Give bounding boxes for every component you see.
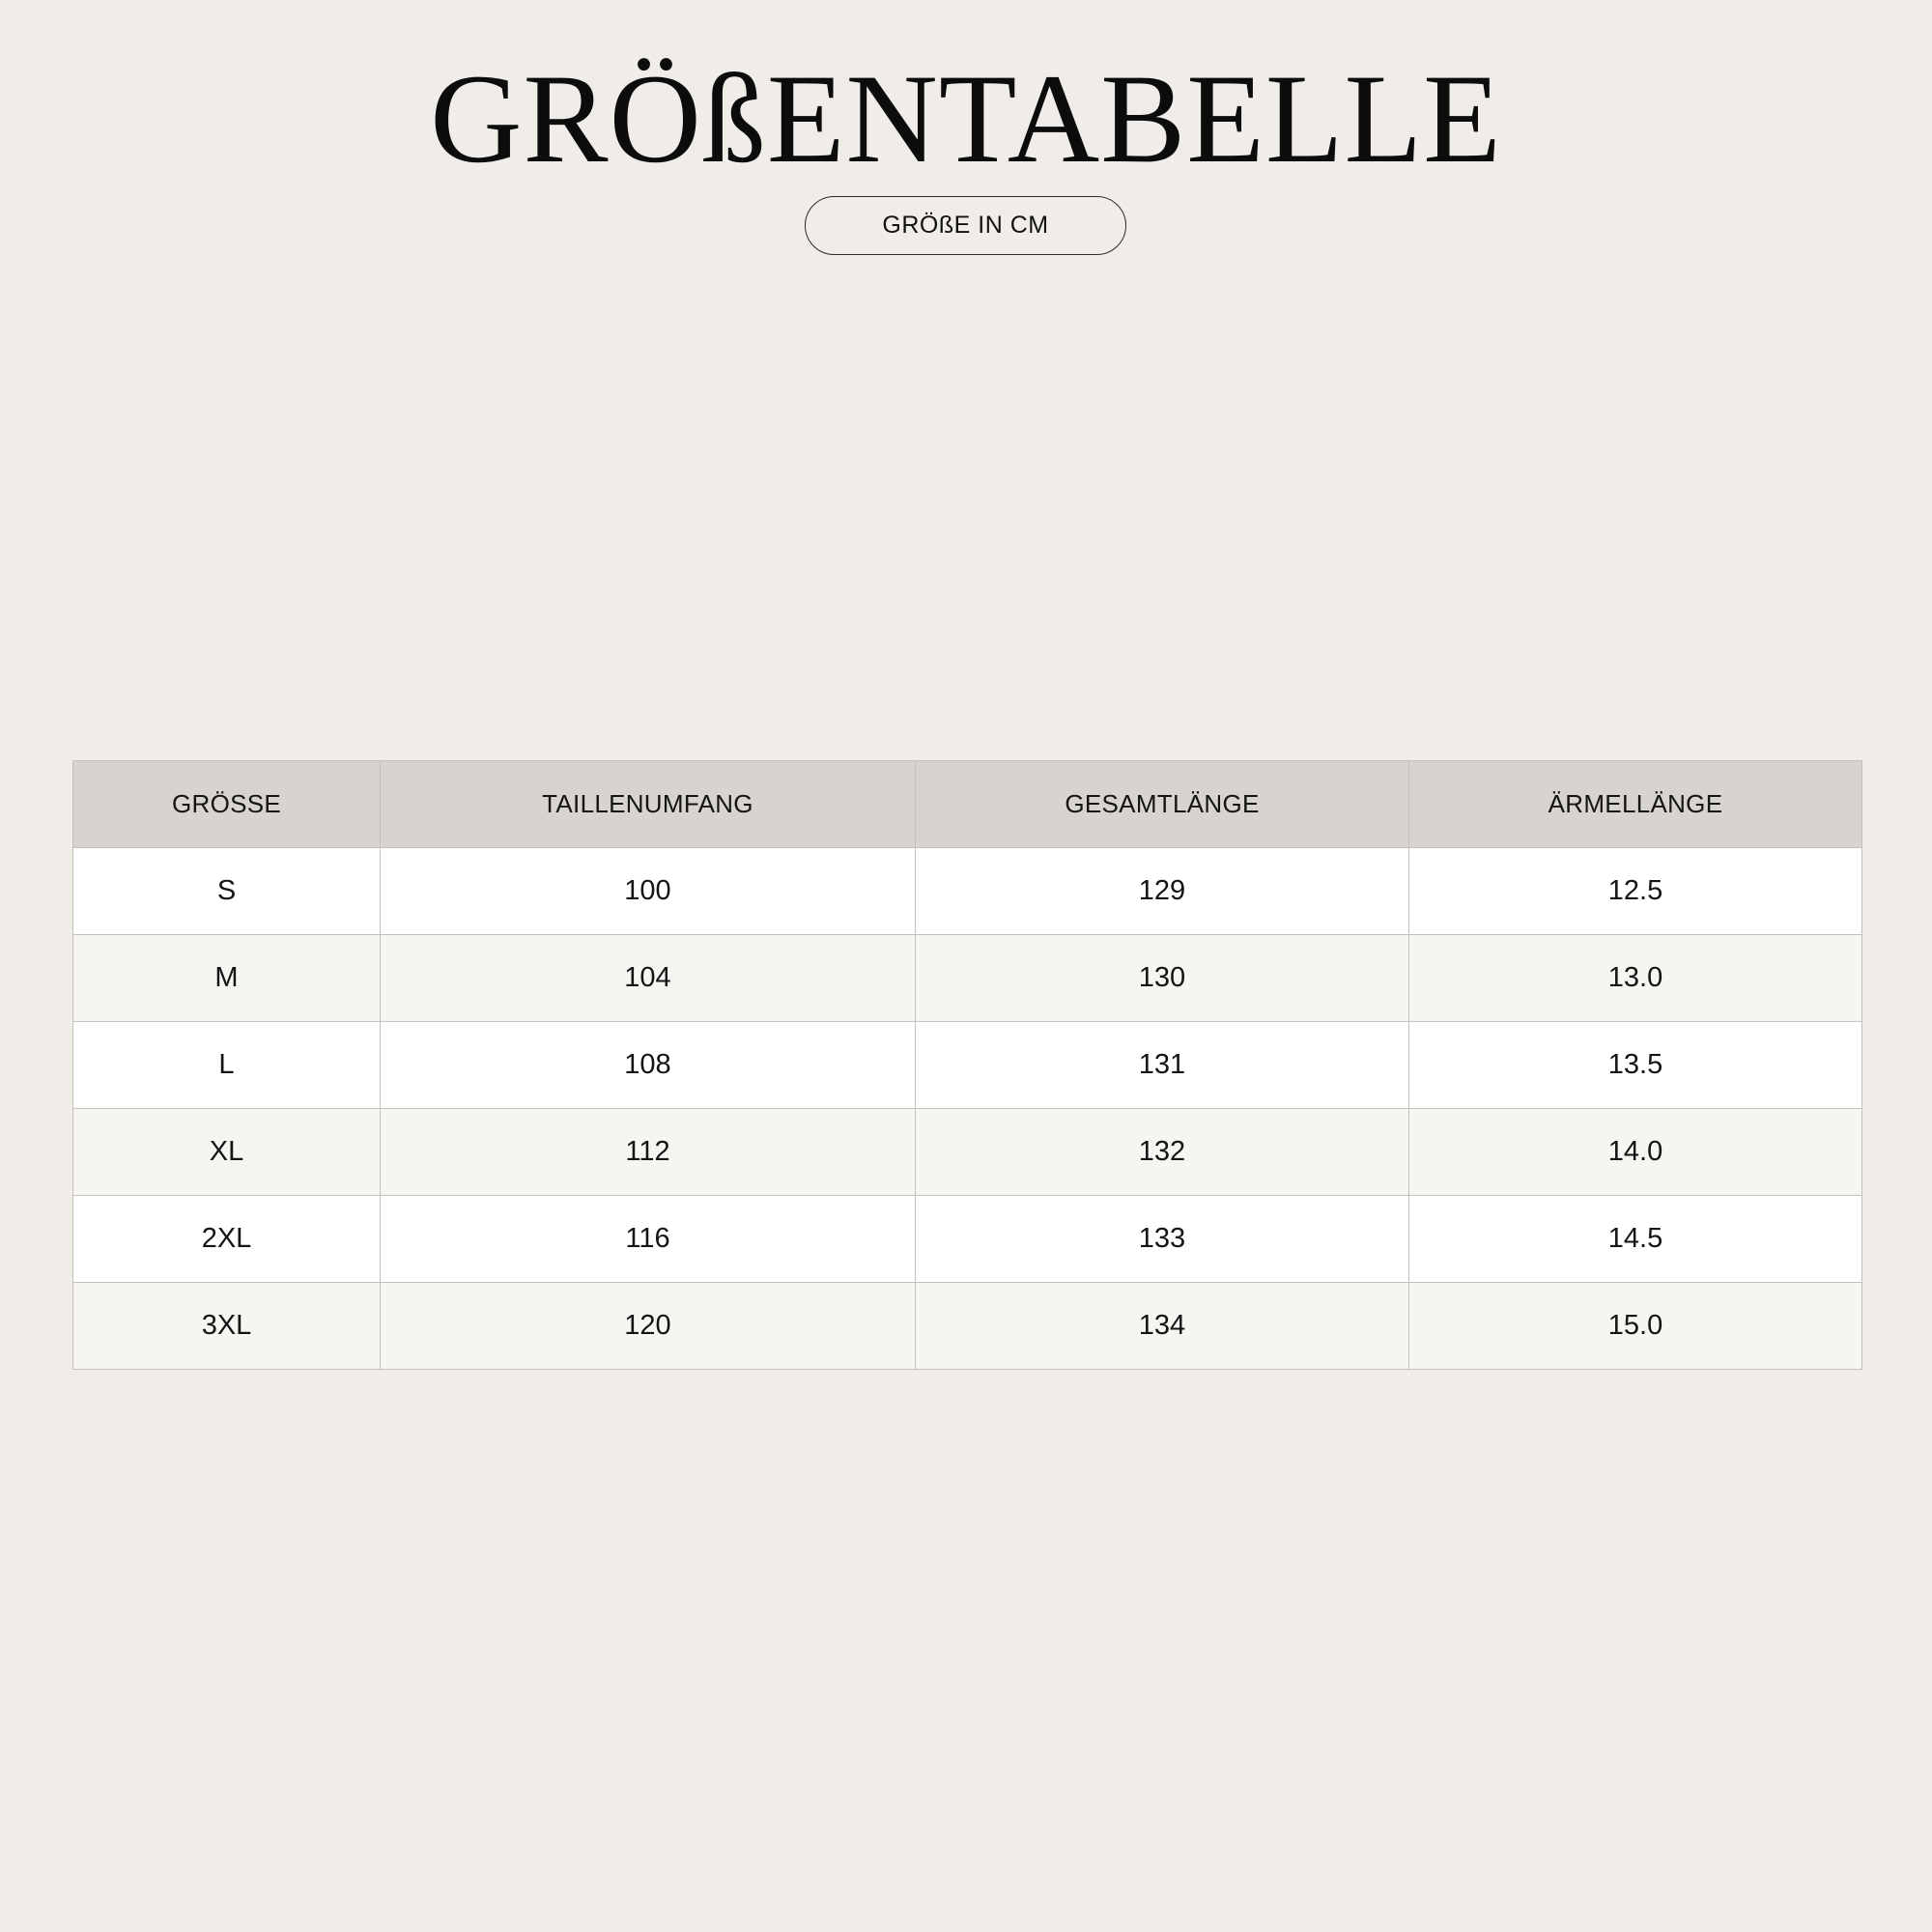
cell-total-length: 134 xyxy=(916,1283,1409,1370)
header-sleeve-length: ÄRMELLÄNGE xyxy=(1409,761,1862,848)
cell-total-length: 130 xyxy=(916,935,1409,1022)
cell-waist: 112 xyxy=(381,1109,916,1196)
header-size: GRÖSSE xyxy=(73,761,381,848)
page-title: GRÖßENTABELLE xyxy=(430,47,1502,189)
cell-total-length: 132 xyxy=(916,1109,1409,1196)
table-row xyxy=(73,848,1862,935)
size-chart-table xyxy=(72,760,1862,1370)
cell-sleeve-length: 12.5 xyxy=(1409,848,1862,935)
table-row xyxy=(73,935,1862,1022)
cell-sleeve-length: 15.0 xyxy=(1409,1283,1862,1370)
cell-size: XL xyxy=(73,1109,381,1196)
header-total-length: GESAMTLÄNGE xyxy=(916,761,1409,848)
table-row xyxy=(73,1283,1862,1370)
unit-badge xyxy=(805,196,1126,255)
cell-size: L xyxy=(73,1022,381,1109)
cell-waist: 104 xyxy=(381,935,916,1022)
header-waist: TAILLENUMFANG xyxy=(381,761,916,848)
table-body xyxy=(73,848,1862,1370)
cell-waist: 116 xyxy=(381,1196,916,1283)
cell-size: 3XL xyxy=(73,1283,381,1370)
cell-size: 2XL xyxy=(73,1196,381,1283)
cell-total-length: 133 xyxy=(916,1196,1409,1283)
cell-total-length: 129 xyxy=(916,848,1409,935)
cell-size: M xyxy=(73,935,381,1022)
cell-sleeve-length: 14.0 xyxy=(1409,1109,1862,1196)
cell-sleeve-length: 13.5 xyxy=(1409,1022,1862,1109)
cell-waist: 108 xyxy=(381,1022,916,1109)
table-row xyxy=(73,1022,1862,1109)
cell-waist: 100 xyxy=(381,848,916,935)
cell-waist: 120 xyxy=(381,1283,916,1370)
header-row xyxy=(73,761,1862,848)
table-row xyxy=(73,1196,1862,1283)
cell-sleeve-length: 14.5 xyxy=(1409,1196,1862,1283)
unit-badge-label: GRÖßE IN CM xyxy=(882,212,1049,239)
cell-sleeve-length: 13.0 xyxy=(1409,935,1862,1022)
cell-size: S xyxy=(73,848,381,935)
table-row xyxy=(73,1109,1862,1196)
table-header xyxy=(73,761,1862,848)
cell-total-length: 131 xyxy=(916,1022,1409,1109)
